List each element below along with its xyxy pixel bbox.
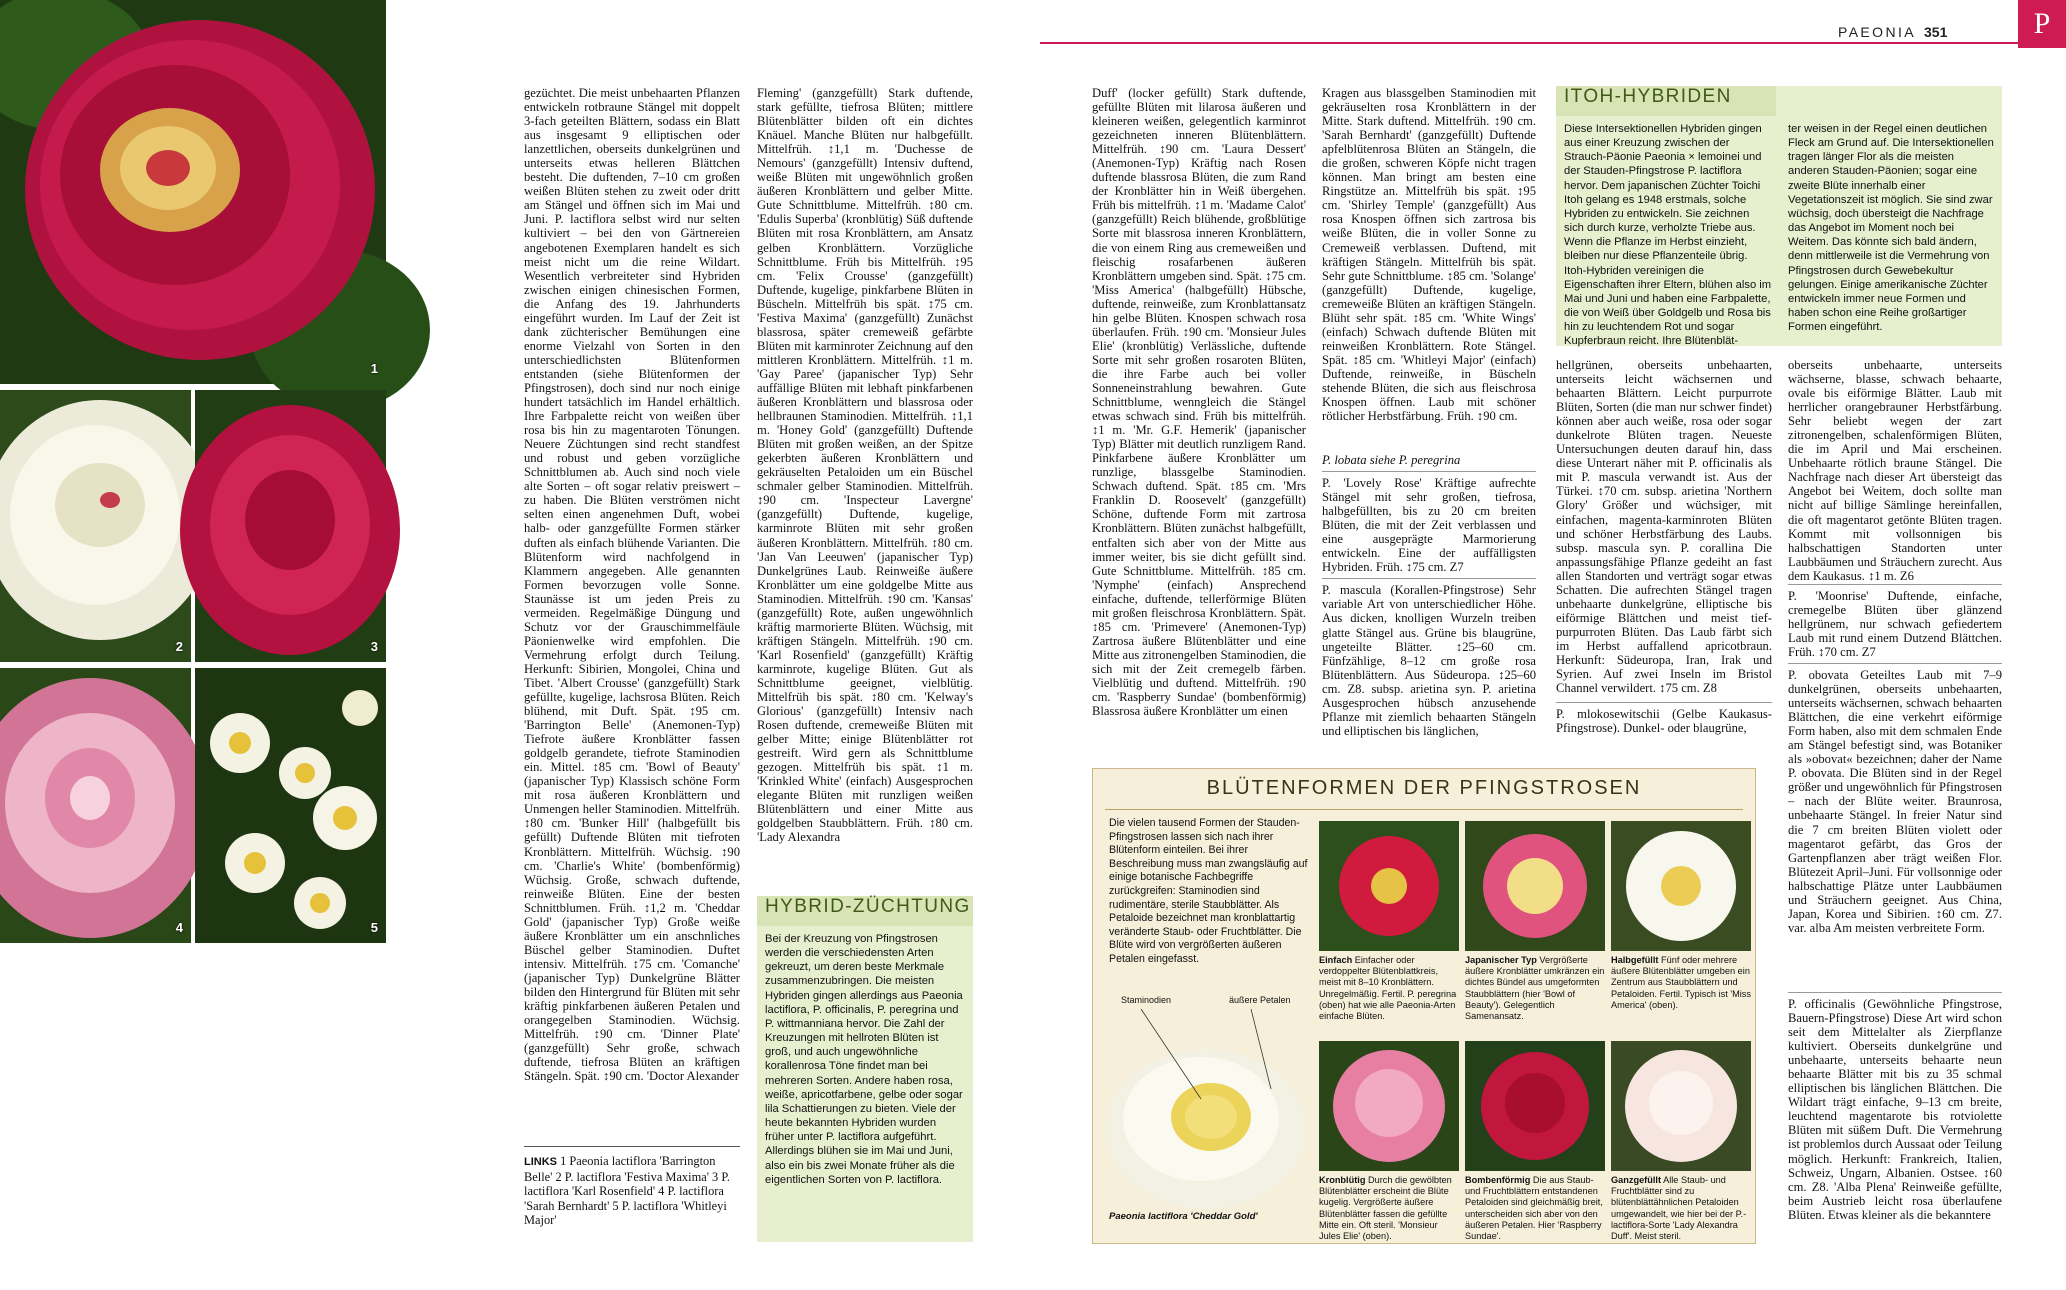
form-ganzgefuellt-caption xyxy=(1611,1175,1751,1241)
header-rule xyxy=(1040,42,2018,44)
form-halbgefuellt-name: Halbgefüllt xyxy=(1611,955,1659,965)
label-aeussere-petalen: äußere Petalen xyxy=(1229,995,1291,1005)
form-einfach-text: Einfacher oder verdoppelter Blütenblattkreis, meist mit 8–10 Kronblättern. Unregelmäßig. Fertil. P. peregrina (oben) hat wie alle Paeonia-Arten einfache Blüten. xyxy=(1319,955,1457,1022)
form-kronbluetig-name: Kronblütig xyxy=(1319,1175,1366,1185)
photo-number: 2 xyxy=(175,639,183,654)
column-3-text: Duff' (locker gefüllt) Stark duftende, gefüllte Blüten mit lilarosa äußeren und kleineren weißen, gelegentlich karminrot gezeichneten inneren Blütenblättern. Mittelfrüh. ↕90 cm. 'Laura Dessert' (Anemonen-Typ) Kräftig nach Rosen duftende blassrosa Blüten, die zum Rand der Kronblätter hin in Weiß übergehen. Früh bis mittelfrüh. ↕1 m. 'Madame Calot' (ganzgefüllt) Reich blühende, großblütige Sorte mit blassrosa inneren Kronblättern, die von einem Ring aus cremeweißen und fleischig rosafarbenen äußeren Kronblättern umgeben sind. Spät. ↕75 cm. 'Miss America' (halbgefüllt) Hübsche, duftende, reinweiße, zum Kronblattansatz hin gelbe Blüten. Knospen schwach rosa überlaufen. Früh. ↕90 cm. 'Monsieur Jules Elie' (kronblütig) Verlässliche, duftende Sorte mit sehr großen rosaroten Blüten, die ihre Farbe auch bei voller Sonneneinstrahlung bewahren. Gute Schnittblume, wenngleich die Stängel etwas schwach sind. Früh bis mittelfrüh. ↕1 m. 'Mr. G.F. Hemerik' (japanischer Typ) Blätter mit deutlich runzligem Rand. Pinkfarbene äußere Kronblätter um runzlige, blassgelbe Staminodien. Schwach duftend. Spät. ↕85 cm. 'Mrs Franklin D. Roosevelt' (ganzgefüllt) Schöne, duftende Form mit zartrosa Kronblättern. Blüten zunächst halbgefüllt, entfalten sich aber von der Mitte aus immer weiter, bis sie dicht gefüllt sind. Gute Schnittblume. Mittelfrüh. ↕85 cm. 'Nymphe' (einfach) Ansprechend einfache, duftende, tellerförmige Blüten mit großen fleischrosa Kronblättern. Spät. ↕85 cm. 'Primevere' (Anemonen-Typ) Zartrosa äußere Blütenblätter und eine Mitte aus zitronengelben Staminodien, die sich mit der Zeit cremegelb färben. Vielblütig und duftend. Mittelfrüh. ↕90 cm. 'Raspberry Sundae' (bombenförmig) Blassrosa äußere Kronblätter um einen xyxy=(1092,86,1306,719)
hybrid-box-title: HYBRID-ZÜCHTUNG xyxy=(757,896,973,926)
photo-number: 1 xyxy=(370,361,378,376)
photo-number: 3 xyxy=(370,639,378,654)
photo-1 xyxy=(0,0,386,384)
photo-caption xyxy=(524,1154,740,1282)
obovata-entry: P. obovata Geteiltes Laub mit 7–9 dunkelgrünen, oberseits unbehaarten, unterseits wächsernen, schwach behaarten Blättchen, die eine verkehrt eiförmige Form haben, also mit dem schmalen Ende am Stängel befestigt sind, was Botaniker als »obovat« bezeichnen; daher der Name P. obovata. Die Blüten sind in der Regel größer und ungewöhnlich für Pfingstrosen – nach der Blüte weiter. Braunrosa, unbehaarte Stängel. In freier Natur sind die 7 cm breiten Blüten violett oder magentarot gefärbt, das Gros der Gartenpflanzen aber trägt weißen Flor. Blütezeit April–Juni. Für vollsonnige oder halbschattige Plätze unter Laubbäumen und Sträuchern geeignet. Aus China, Japan, Korea und Sibirien. ↕60 cm. Z7. var. alba Am meisten verbreitete Form. xyxy=(1788,668,2002,935)
peony-karl-rosenfield-image xyxy=(195,390,386,662)
form-bombenfoermig-caption xyxy=(1465,1175,1605,1241)
photo-number: 4 xyxy=(175,920,183,935)
peony-festiva-maxima-image xyxy=(0,390,191,662)
itoh-box-text-left: Diese Intersektionellen Hybriden gingen aus einer Kreuzung zwischen der Strauch-Päonie Paeonia × lemoinei und der Stauden-Pfingstrose P. lactiflora hervor. Dem japanischen Züchter Toichi Itoh gelang es 1948 erstmals, solche Hybriden zu entwickeln. Sie zeichnen sich durch kurze, verholzte Triebe aus. Wenn die Pflanze im Herbst einzieht, bleiben nur diese Pflanzenteile übrig. Itoh-Hybriden vereinigen die Eigenschaften ihrer Eltern, blühen also im Mai und Juni und haben eine Farbpalette, die von Weiß über Goldgelb und Rosa bis hin zu leuchtendem Rot und sogar Kupferbraun reicht. Ihre Blütenblät- xyxy=(1564,123,1772,348)
caption-text: 1 Paeonia lactiflora 'Barrington Belle' 2 P. lactiflora 'Festiva Maxima' 3 P. lactiflora 'Karl Rosenfield' 4 P. lactiflora 'Sarah Bernhardt' 5 P. lactiflora 'Whitleyi Major' xyxy=(524,1154,730,1227)
form-halbgefuellt-image xyxy=(1611,821,1751,951)
form-kronbluetig-text: Durch die gewölbten Blütenblätter erscheint die Blüte kugelig. Vergrößerte äußere Blütenblätter fassen die gefüllte Mitte ein. Oft steril. 'Monsieur Jules Elie' (oben). xyxy=(1319,1175,1452,1242)
mascula-entry: P. mascula (Korallen-Pfingstrose) Sehr variable Art von unterschiedlicher Höhe. Aus dicken, knolligen Wurzeln treiben glatte Stängel aus. Grüne bis blaugrüne, ungeteilte Blätter. ↕25–60 cm. Fünfzählige, 8–12 cm große rosa Blütenblättern. Aus Südeuropa. ↕25–60 cm. Z8. subsp. arietina syn. P. arietina Ausgesprochen hübsch anzusehende Pflanze mit ziemlich behaarten Stängeln und elliptischen bis länglichen, xyxy=(1322,583,1536,738)
form-kronbluetig-caption xyxy=(1319,1175,1459,1241)
divider xyxy=(1788,663,2002,664)
cheddar-gold-caption: Paeonia lactiflora 'Cheddar Gold' xyxy=(1109,1211,1258,1222)
peony-whitleyi-major-image xyxy=(195,668,386,943)
column-2-text: Fleming' (ganzgefüllt) Stark duftende, stark gefüllte, tiefrosa Blüten; mittlere Blütenblätter bilden oft ein dichtes Knäuel. Manche Blüten nur halbgefüllt. Mittelfrüh. ↕1,1 m. 'Duchesse de Nemours' (ganzgefüllt) Intensiv duftend, weiße Blüten mit ungewöhnlich großen äußeren Kronblättern und gelber Mitte. Gute Schnittblume. Mittelfrüh. ↕80 cm. 'Edulis Superba' (kronblütig) Süß duftende Blüten mit rosa Kronblättern, am Ansatz gelben Kronblättern. Vorzügliche Schnittblume. Früh bis Mittelfrüh. ↕95 cm. 'Felix Crousse' (ganzgefüllt) Duftende, kugelige, pinkfarbene Blüten in Büscheln. Mittelfrüh bis spät. ↕75 cm. 'Festiva Maxima' (ganzgefüllt) Zunächst blassrosa, später cremeweiß gefärbte Blüten mit karminroter Zeichnung auf den mittleren Kronblättern. Mittelfrüh. ↕1 m. 'Gay Paree' (japanischer Typ) Sehr auffällige Blüten mit lebhaft pinkfarbenen äußeren Kronblättern und blassrosa oder hellbraunen Staminodien. Mittelfrüh. ↕1,1 m. 'Honey Gold' (ganzgefüllt) Duftende Blüten mit großen weißen, an der Spitze gekerbten äußeren Kronblättern und gekräuselten Petaloiden um ein Büschel schmaler gelber Staminodien. Mittelfrüh. ↕90 cm. 'Inspecteur Lavergne' (ganzgefüllt) Duftende, kugelige, karminrote Blüten mit sehr großen äußeren Kronblättern. Mittelfrüh. ↕80 cm. 'Jan Van Leeuwen' (japanischer Typ) Dunkelgrünes Laub. Reinweiße äußere Kronblätter um eine goldgelbe Mitte aus Staminodien. Mittelfrüh. ↕90 cm. 'Kansas' (ganzgefüllt) Rote, außen ungewöhnlich kräftig marmorierte Blüten. Wüchsig, mit kräftigen Stängeln. Mittelfrüh. ↕90 cm. 'Karl Rosenfield' (ganzgefüllt) Kräftig karminrote, kugelige Blüten. Gut als Schnittblume geeignet, vielblütig. Mittelfrüh bis spät. ↕80 cm. 'Kelway's Glorious' (ganzgefüllt) Intensiv nach Rosen duftende, cremeweiße Blüten mit gelber Mitte; einige Blütenblätter rot gestreift. Wird gern als Schnittblume gezogen. Mittelfrüh bis spät. ↕1 m. 'Krinkled White' (einfach) Ausgesprochen elegante Blüten mit runzligen weißen Blütenblättern und einer Mitte aus goldgelben Staubblättern. Früh. ↕80 cm. 'Lady Alexandra xyxy=(757,86,973,845)
form-japanisch-caption xyxy=(1465,955,1605,1039)
text-column-5 xyxy=(1556,358,1772,756)
section-tab-letter: P xyxy=(2033,7,2051,40)
column-6-text: oberseits unbehaarte, unterseits wächserne, blasse, schwach behaarte, ovale bis eiförmige Blätter. Laub mit herrlicher orangebrauner Herbstfärbung. Sehr beliebt wegen der zart zitronengelben, schalenförmigen Blüten, die im April und Mai erscheinen. Unbehaarte rötlich braune Stängel. Die Nachfrage nach dieser Art übersteigt das Angebot bei Weitem, doch sollte man nicht auf billige Sämlinge hereinfallen, die oft magentarot getönte Blüten tragen. Kommt mit vollsonnigen bis halbschattigen Standorten unter Laubbäumen und Sträuchern zurecht. Aus dem Kaukasus. ↕1 m. Z6 xyxy=(1788,358,2002,583)
form-ganzgefuellt-image xyxy=(1611,1041,1751,1171)
photo-number: 5 xyxy=(370,920,378,935)
divider xyxy=(1322,471,1536,472)
column-1-text: gezüchtet. Die meist unbehaarten Pflanzen entwickeln rotbraune Stängel mit doppelt 3-fach geteilten Blättern, sodass ein Blatt aus insgesamt 9 elliptischen oder lanzettlichen, oberseits dunkelgrünen und unterseits etwas helleren Blättchen besteht. Die duftenden, 7–10 cm großen weißen Blüten stehen zu zweit oder dritt am Stängel und öffnen sich im Mai und Juni. P. lactiflora selbst wird nur selten kultiviert – bei den von Gärtnereien angebotenen Exemplaren handelt es sich meist nicht um die reine Wildart. Wesentlich verbreiteter sind Hybriden zwischen einigen chinesischen Formen, die Anfang des 19. Jahrhunderts eingeführt wurden. Im Lauf der Zeit ist dank züchterischer Bemühungen eine enorme Vielzahl von Sorten in den unterschiedlichsten Blütenformen entstanden (siehe Blütenformen der Pfingstrosen), doch sind nur noch einige hundert tatsächlich im Handel erhältlich. Ihre Farbpalette reicht von weißen über rosa bis hin zu magentaroten Tönungen. Neuere Züchtungen sind recht standfest und robust und geben vorzügliche Schnittblumen ab. Auch sind noch viele alte Sorten – oft sogar relativ preiswert – zu haben. Die Blüten verströmen nicht selten einen angenehmen Duft, wobei halb- oder ganzgefüllte Formen stärker duften als einfach blühende Varianten. Die Blütenform wird nachfolgend in Klammern angegeben. Alle genannten Formen bevorzugen volle Sonne. Staunässe ist um jeden Preis zu vermeiden. Regelmäßige Düngung und Schutz vor der Grauschimmelfäule Päonienwelke wird empfohlen. Die Vermehrung erfolgt durch Teilung. Herkunft: Sibirien, Mongolei, China und Tibet. 'Albert Crousse' (ganzgefüllt) Stark gefüllte, kugelige, lachsrosa Blüten. Reich blühend, mit Duft. Spät. ↕95 cm. 'Barrington Belle' (Anemonen-Typ) Tiefrote äußere Kronblätter fassen goldgelb gerandete, tiefrote Staminodien ein. Mittel. ↕85 cm. 'Bowl of Beauty' (japanischer Typ) Klassisch schöne Form mit rosa äußeren Kronblättern und Unmengen heller Staminodien. Mittelfrüh. ↕80 cm. 'Bunker Hill' (halbgefüllt bis gefüllt) Duftende Blüten mit tiefroten Kronblättern. Mittelfrüh. Wüchsig. ↕90 cm. 'Charlie's White' (bombenförmig) Wüchsig. Große, schwach duftende, reinweiße Blüten. Eine der besten Schnittblumen. Früh. ↕1,2 m. 'Cheddar Gold' (japanischer Typ) Große weiße äußere Kronblätter um ein anschnliches Büschel gelber Staminodien. Duftet intensiv. Mittelfrüh. ↕75 cm. 'Comanche' (japanischer Typ) Dunkelgrüne Blätter bilden den Hintergrund für Blüten mit sehr kräftig pinkfarbenen äußeren Petalen und orangegelben Staminodien. Wüchsig. Mittelfrüh. ↕90 cm. 'Dinner Plate' (ganzgefüllt) Sehr große, schwach duftende, tiefrosa Blüten an kräftigen Stängeln. Spät. ↕90 cm. 'Doctor Alexander xyxy=(524,86,740,1084)
text-column-4 xyxy=(1322,86,1536,756)
form-halbgefuellt-text: Fünf oder mehrere äußere Blütenblätter umgeben ein Zentrum aus Staubblättern und Petaloiden. Fertil. Typisch ist 'Miss America' (oben). xyxy=(1611,955,1751,1010)
caption-rule xyxy=(524,1146,740,1147)
lobata-entry: P. lobata siehe P. peregrina xyxy=(1322,453,1461,467)
peony-sarah-bernhardt-image xyxy=(0,668,191,943)
column-5-text: hellgrünen, oberseits unbehaarten, unterseits leicht wächsernen und behaarten Blättern. Leicht purpurrote Blüten, Sorten (die man nur schwer findet) können aber auch weiße, rosa oder sogar dunkelrote Blüten tragen. Neueste Untersuchungen deuten darauf hin, dass diese Unterart näher mit P. officinalis als mit P. mascula verwandt ist. Aus der Türkei. ↕70 cm. subsp. arietina 'Northern Glory' Größer und wüchsiger, mit einfachen, magenta-karminroten Blüten und schöner Herbstfärbung des Laubs. subsp. mascula syn. P. corallina Die anpassungsfähige Pflanze gedeiht an fast allen Standorten und verträgt sogar etwas Schatten. Die aufrechten Stängel tragen unbehaarte dunkelgrüne, elliptische bis eiförmige Blättchen und meist tief-purpurroten Blüten. Das Laub färbt sich im Herbst auffallend apricotbraun. Herkunft: Südeuropa, Iran, Irak und Syrien. Auf zwei Inseln im Bristol Channel verwildert. ↕75 cm. Z8 xyxy=(1556,358,1772,696)
divider xyxy=(1788,992,2002,993)
peony-barrington-belle-image xyxy=(0,0,386,384)
photo-5 xyxy=(195,668,386,943)
cheddar-gold-image xyxy=(1101,979,1311,1229)
flower-forms-box xyxy=(1092,768,1756,1244)
form-ganzgefuellt-name: Ganzgefüllt xyxy=(1611,1175,1662,1185)
form-einfach-caption xyxy=(1319,955,1459,1039)
mlokosewitschii-entry: P. mlokosewitschii (Gelbe Kaukasus-Pfingstrose). Dunkel- oder blaugrüne, xyxy=(1556,707,1772,736)
form-japanisch-image xyxy=(1465,821,1605,951)
label-staminodien: Staminodien xyxy=(1121,995,1172,1005)
form-ganzgefuellt-text: Alle Staub- und Fruchtblätter sind zu blütenblättähnlichen Petaloiden umgewandelt, wie hier bei der P.-lactiflora-Sorte 'Lady Alexandra Duff'. Meist steril. xyxy=(1611,1175,1747,1242)
itoh-box-text-right: ter weisen in der Regel einen deutlichen Fleck am Grund auf. Die Intersektionellen tragen länger Flor als die meisten anderen Stauden-Päonien; sogar eine zweite Blüte innerhalb einer Vegetationszeit ist möglich. Sie sind zwar wüchsig, doch übersteigt die Nachfrage das Angebot im Moment noch bei Weitem. Das könnte sich bald ändern, denn mittlerweile ist die Vermehrung von Pfingstrosen durch Gewebekultur gelungen. Einige amerikanische Züchter entwickeln immer neue Formen und haben schon eine Reihe großartiger Formen eingeführt. xyxy=(1788,123,1994,334)
form-kronbluetig-image xyxy=(1319,1041,1459,1171)
text-column-1 xyxy=(524,86,740,1136)
flower-forms-intro: Die vielen tausend Formen der Stauden-Pfingstrosen lassen sich nach ihrer Blütenform einteilen. Bei ihrer Beschreibung muss man zwangsläufig auf einige botanische Fachbegriffe zurückgreifen: Staminodien sind rudimentäre, sterile Staubblätter. Als Petaloide bezeichnet man kronblattartig veränderte Staub- oder Fruchtblätter. Die Blüte wird von vergrößerten äußeren Petalen eingefasst. xyxy=(1109,817,1308,965)
moonrise-entry: P. 'Moonrise' Duftende, einfache, cremegelbe Blüten über glänzend hellgrünem, nur schwach gefiedertem Laub mit rund einem Dutzend Blättchen. Früh. ↕70 cm. Z7 xyxy=(1788,589,2002,660)
divider xyxy=(1322,578,1536,579)
officinalis-entry: P. officinalis (Gewöhnliche Pfingstrose, Bauern-Pfingstrose) Diese Art wird schon seit dem Mittelalter als Zierpflanze kultiviert. Oberseits dunkelgrüne und unbehaarte, unterseits behaarte neun behaarte Blätter mit bis zu 35 schmal elliptischen bis länglichen Blättchen. Die Wildart trägt einfache, 9–13 cm breite, leuchtend magentarote bis rotviolette Blüten mit süßem Duft. Die Vermehrung ist problemlos durch Aussaat oder Teilung möglich. Herkunft: Frankreich, Italien, Schweiz, Ungarn, Albanien. Ostsee. ↕60 cm. Z8. 'Alba Plena' Reinweiße gefüllte, beim Austrieb leicht rosa überlaufene Blüten. Etwas kleiner als die bekanntere xyxy=(1788,997,2002,1222)
photo-4 xyxy=(0,668,191,943)
text-column-6 xyxy=(1788,358,2002,1248)
caption-label: LINKS xyxy=(524,1156,557,1168)
divider xyxy=(1788,584,2002,585)
text-column-3 xyxy=(1092,86,1306,756)
form-japanisch-name: Japanischer Typ xyxy=(1465,955,1537,965)
section-tab xyxy=(2018,0,2066,48)
itoh-box-title: ITOH-HYBRIDEN xyxy=(1556,86,1776,116)
hybrid-box xyxy=(757,896,973,1242)
running-title: PAEONIA xyxy=(1838,24,1917,40)
flower-forms-title: BLÜTENFORMEN DER PFINGSTROSEN xyxy=(1206,777,1642,799)
cheddar-gold-diagram xyxy=(1101,979,1311,1229)
column-4-text: Kragen aus blassgelben Staminodien mit gekräuselten rosa Kronblättern in der Mitte. Stark duftend. Mittelfrüh. ↕90 cm. 'Sarah Bernhardt' (ganzgefüllt) Duftende apfelblütenrosa Blüten an Stängeln, die die großen, schweren Köpfe nicht tragen können. Man bringt am besten eine Ringstütze an. Mittelfrüh bis spät. ↕95 cm. 'Shirley Temple' (ganzgefüllt) Aus rosa Knospen öffnen sich zartrosa bis weiße Blüten, die in voller Sonne zu Cremeweiß verblassen. Duftend, mit kräftigen Stängeln. Mittelfrüh bis spät. Sehr gute Schnittblume. ↕85 cm. 'Solange' (ganzgefüllt) Duftende, kugelige, cremeweiße Blüten an kräftigen Stängeln. Blüht sehr spät. ↕85 cm. 'White Wings' (einfach) Schwach duftende Blüten mit reinweißen Kronblättern. Rote Stängel. Spät. ↕85 cm. 'Whitleyi Major' (einfach) Duftende, reinweiße, in Büscheln stehende Blüten, die sich aus fleischrosa Knospen öffnen. Laub mit schöner rötlicher Herbstfärbung. Früh. ↕90 cm. xyxy=(1322,86,1536,424)
page-number: 351 xyxy=(1924,24,1948,40)
hybrid-box-text: Bei der Kreuzung von Pfingstrosen werden die verschiedensten Arten gekreuzt, um deren beste Merkmale zusammenzubringen. Die meisten Hybriden gingen allerdings aus Paeonia lactiflora, P. officinalis, P. peregrina und P. wittmanniana hervor. Die Zahl der Kreuzungen mit hellroten Blüten ist groß, und auch ungewöhnliche korallenrosa Töne findet man bei mehreren Sorten. Andere haben rosa, weiße, apricotfarbene, gelbe oder sogar lila Schattierungen zu bieten. Viele der heute bekannten Hybriden wurden früher unter P. lactiflora aufgeführt. Allerdings blühen sie im Mai und Juni, also ein bis zwei Monate früher als die eigentlichen Sorten von P. lactiflora. xyxy=(765,933,963,1186)
itoh-box xyxy=(1556,86,2002,346)
photo-3 xyxy=(195,390,386,662)
form-japanisch-text: Vergrößerte äußere Kronblätter umkränzen ein dichtes Bündel aus umgeformten Staubblättern (hier 'Bowl of Beauty'). Gelegentlich Samenansatz. xyxy=(1465,955,1605,1022)
text-column-2 xyxy=(757,86,973,882)
form-einfach-image xyxy=(1319,821,1459,951)
flower-forms-rule xyxy=(1105,809,1743,810)
form-halbgefuellt-caption xyxy=(1611,955,1751,1039)
form-bombenfoermig-name: Bombenförmig xyxy=(1465,1175,1531,1185)
lovely-rose-entry: P. 'Lovely Rose' Kräftige aufrechte Stängel mit sehr großen, tiefrosa, halbgefüllten, bis zu 20 cm breiten Blüten, die mit der Zeit verblassen und eine ausgeprägte Marmorierung entwickeln. Eine der auffälligsten Hybriden. Früh. ↕75 cm. Z7 xyxy=(1322,476,1536,575)
photo-2 xyxy=(0,390,191,662)
divider xyxy=(1556,702,1772,703)
form-bombenfoermig-text: Die aus Staub- und Fruchtblättern entstandenen Petaloiden sind gleichmäßig breit, unterscheiden sich aber von den äußeren Petalen. Hier 'Raspberry Sundae'. xyxy=(1465,1175,1603,1242)
form-bombenfoermig-image xyxy=(1465,1041,1605,1171)
form-einfach-name: Einfach xyxy=(1319,955,1353,965)
